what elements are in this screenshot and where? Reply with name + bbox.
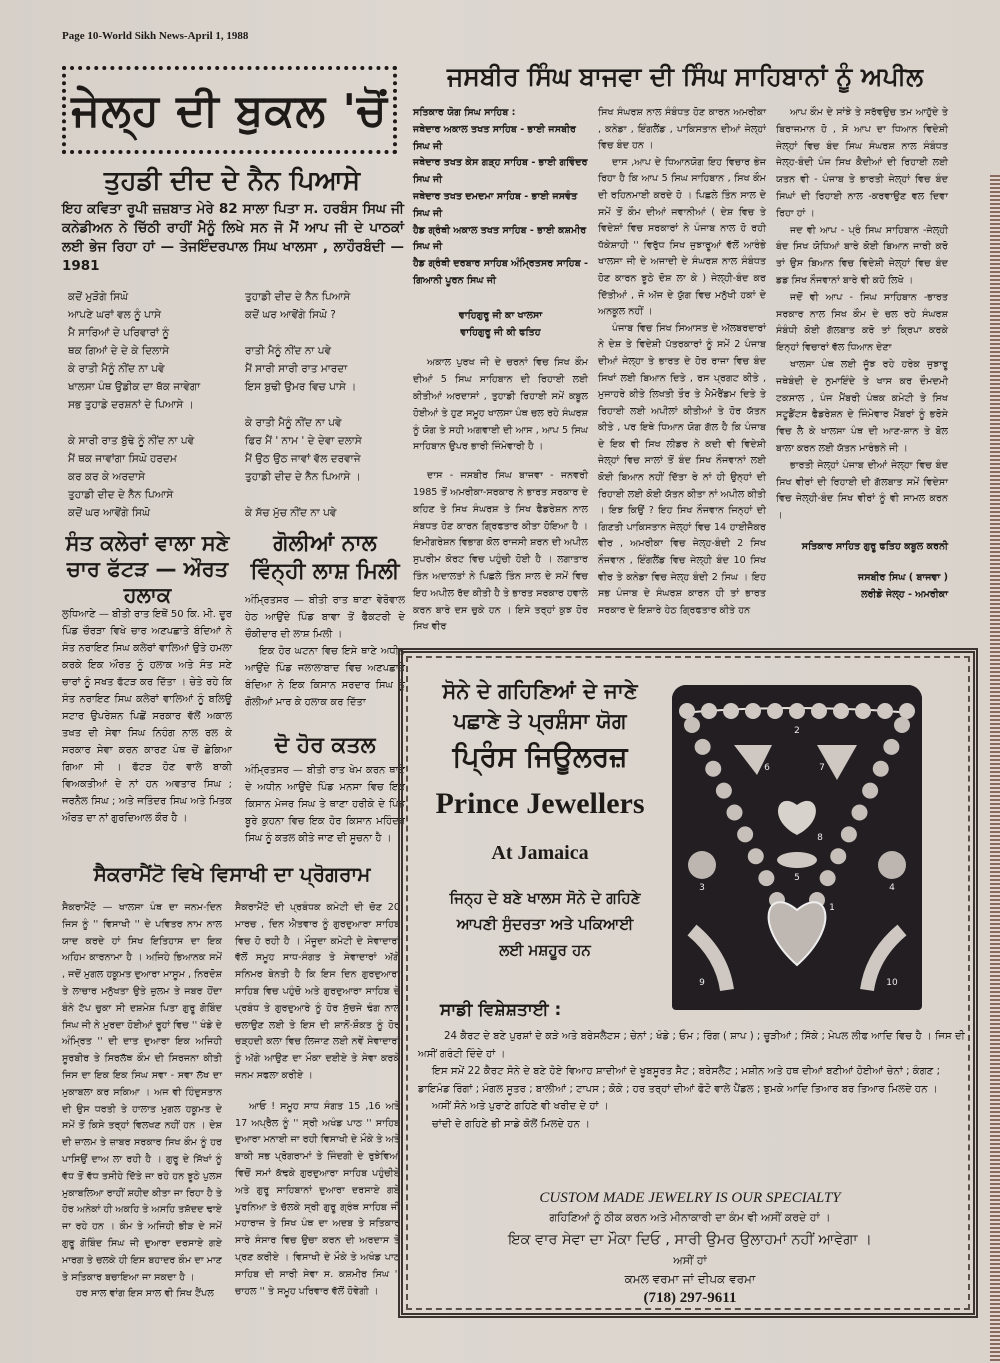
address-line: ਸਤਿਕਾਰ ਯੋਗ ਸਿਘ ਸਾਹਿਬ : [413, 107, 516, 118]
choker-bead [789, 703, 805, 719]
choker-bead [679, 703, 695, 719]
chain-bead [830, 848, 846, 864]
ad-phone: (718) 297-9611 [643, 1290, 737, 1306]
ad-features-heading: ਸਾਡੀ ਵਿਸ਼ੇਸ਼ਤਾਈ : [440, 1000, 562, 1020]
ring-5 [777, 852, 817, 868]
appeal-col2-p1: ਸਿਖ ਸੰਘਰਸ਼ ਨਾਲ ਸੰਬੰਧਤ ਹੋਣ ਕਾਰਨ ਅਮਰੀਕਾ , ਕਨੇਡਾ , ਇੰਗਲੈਂਡ , ਪਾਕਿਸਤਾਨ ਦੀਆਂ ਜੇਲ੍ਹਾਂ ਵਿਚ ਬੰਦ ਹਨ । [598, 107, 766, 152]
chain-bead [873, 761, 889, 777]
choker-beads [679, 703, 915, 719]
chain-bead [841, 826, 857, 842]
signature-name: ਜਸਬੀਰ ਸਿਘ ( ਬਾਜਵਾ ) [858, 571, 948, 583]
appeal-col3-p4: ਖਾਲਸਾ ਪੰਥ ਲਈ ਜੂੱਝ ਰਹੇ ਹਰੇਕ ਜੁਝਾਰੂ ਜਥੇਬੰਦੀ ਦੇ ਨੁਮਾਇੰਦੇ ਤੇ ਖਾਸ ਕਰ ਦੌਮਦਮੀ ਟਕਸਾਲ , ਪੰਜ ਮੈਂਬਰੀ ਪੰਥਕ ਕਮੇਟੀ ਤੇ ਸਿਖ ਸਟੂਡੈਂਟਸ ਫੈਡਰੇਸ਼ਨ ਦੇ ਜਿੰਮੇਵਾਰ ਮੈਂਬਰਾਂ ਨੂੰ ਭਰੋਸੇ ਵਿਚ ਲੈ ਕੇ ਖਾਲਸਾ ਪੰਥ ਦੀ ਆਣ-ਸ਼ਾਨ ਤੇ ਬੋਲ ਬਾਲਾ ਕਰਨ ਲਈ ਯੱਤਨ ਮਾਰੰਭਨੇ ਜੀ । [776, 358, 948, 454]
greeting-line: ਵਾਹਿਗੁਰੂ ਜੀ ਕਾ ਖਾਲਸਾ [458, 309, 543, 321]
ad-claim-line: ਜਿਨ੍ਹ ਦੇ ਬਣੇ ਖਾਲਸ ਸੋਨੇ ਦੇ ਗਹਿਣੇ [449, 889, 641, 907]
vaisakhi-col1-last: ਹਰ ਸਾਲ ਵਾਂਗ ਇਸ ਸਾਲ ਵੀ ਸਿਖ ਟੈਂਪਲ [76, 1288, 214, 1300]
ad-features-p3: ਅਸੀਂ ਸੋਨੇ ਅਤੇ ਪੁਰਾਣੇ ਗਹਿਣੇ ਵੀ ਖਰੀਦ ਦੇ ਹਾਂ । [432, 1101, 609, 1112]
poem-left-column: ਕਦੋਂ ਮੁੜੋਗੇ ਸਿਘੋ ਆਪਣੇ ਘਰਾਂ ਵਲ ਨੂੰ ਪਾਸੇ ਮੈ ਸਾਰਿਆਂ ਦੇ ਪਰਿਵਾਰਾਂ ਨੂੰ ਥਕ ਗਿਆਂ ਦੇ ਦੇ ਕੇ ਦਿਲਾਸੇ ਕੇ ਰਾਤੀ ਮੈਨੂੰ ਨੀਂਦ ਨਾ ਪਵੇ ਖਾਲਸਾ ਪੰਥ ਉਡੀਕ ਦਾ ਥੱਕ ਜਾਵੇਗਾ ਸਭ ਤੁਹਾਡੇ ਦਰਸ਼ਨਾਂ ਦੇ ਪਿਆਸੇ । ਕੇ ਸਾਰੀ ਰਾਤ ਬੁੱਢੇ ਨੂੰ ਨੀਂਦ ਨਾ ਪਵੇ ਮੈਂ ਥਕ ਜਾਵਾਂਗਾ ਸਿਘੋ ਹਰਦਮ ਕਰ ਕਰ ਕੇ ਅਰਦਾਸੇ ਤੁਹਾਡੀ ਦੀਦ ਦੇ ਨੈਨ ਪਿਆਸੇ ਕਦੋਂ ਘਰ ਆਵੋਂਗੇ ਸਿਘੋ [68, 291, 201, 519]
ad-tagline-2: ਪਛਾਣੇ ਤੇ ਪ੍ਰਸ਼ੰਸਾ ਯੋਗ [453, 709, 627, 733]
chain-bead [727, 805, 743, 821]
appeal-greeting [413, 308, 588, 342]
jewel-item-label: 9 [699, 978, 705, 988]
choker-bead [701, 703, 717, 719]
choker-bead [855, 703, 871, 719]
appeal-col3-p5: ਭਾਰਤੀ ਜੇਲ੍ਹਾਂ ਪੰਜਾਬ ਦੀਆਂ ਜੇਲ੍ਹਾ ਵਿਚ ਬੰਦ ਸਿਖ ਵੀਰਾਂ ਦੀ ਰਿਹਾਈ ਦੀ ਗੱਲਬਾਤ ਸਮੇਂ ਵਿਦੇਸਾ ਵਿਚ ਜੇਲ੍ਹੀ-ਬੰਦ ਸਿਖ ਵੀਰਾਂ ਨੂੰ ਵੀ ਸਾਮਲ ਕਰਨ । [776, 459, 948, 522]
headline-sant: ਸੰਤ ਕਲੇਰਾਂ ਵਾਲਾ ਸਣੇ ਚਾਰ ਫੱਟੜ — ਔਰਤ ਹਲਾਕ [65, 531, 230, 607]
column-masthead [62, 66, 397, 154]
story-vaisakhi-col2 [235, 900, 400, 1300]
headline-goli: ਗੋਲੀਆਂ ਨਾਲ ਵਿੰਨ੍ਹੀ ਲਾਸ਼ ਮਿਲੀ [250, 531, 400, 584]
ad-tagline-1: ਸੋਨੇ ਦੇ ਗਹਿਣਿਆਂ ਦੇ ਜਾਣੇ [442, 679, 638, 703]
address-line: ਹੈਡ ਗ੍ਰੰਥੀ ਦਰਬਾਰ ਸਾਹਿਬ ਅੰਮ੍ਰਿਤਸਰ ਸਾਹਿਬ - ਗਿਆਨੀ ਪੂਰਨ ਸਿਘ ਜੀ [413, 258, 588, 286]
chain-bead [684, 717, 700, 733]
choker-bead [767, 703, 783, 719]
ad-tagline [410, 676, 670, 736]
story-goli-p2: ਇਕ ਹੋਰ ਘਟਨਾ ਵਿਚ ਇਸੇ ਥਾਣੇ ਅਧੀਨ ਆਉਂਦੇ ਪਿੰਡ ਜਲਾਲਾਬਾਦ ਵਿਚ ਅਣਪਛਾਤੇ ਬੰਦਿਆ ਨੇ ਇਕ ਕਿਸਾਨ ਸਰਦਾਰ ਸਿਘ ਨੂੰ ਗੋਲੀਆਂ ਮਾਰ ਕੇ ਹਲਾਕ ਕਰ ਦਿੱਤਾ [245, 646, 405, 708]
poem-title: ਤੁਹਡੀ ਦੀਦ ਦੇ ਨੈਨ ਪਿਆਸੇ [103, 166, 361, 196]
jewel-item-label: 3 [699, 883, 705, 893]
greeting-line: ਵਾਹਿਗੁਰੂ ਜੀ ਕੀ ਫਤਿਹ [460, 326, 541, 338]
appeal-col1 [413, 105, 588, 636]
ad-name-punjabi: ਪ੍ਰਿੰਸ ਜਿਊਲਰਜ਼ [452, 740, 628, 773]
headline-appeal: ਜਸਬੀਰ ਸਿੰਘ ਬਾਜਵਾ ਦੀ ਸਿੰਘ ਸਾਹਿਬਾਨਾਂ ਨੂੰ ਅਪੀਲ [446, 62, 924, 91]
ad-claim [420, 885, 670, 963]
chain-bead [852, 805, 868, 821]
appeal-col3 [776, 105, 948, 603]
ad-slogan: ਇਕ ਵਾਰ ਸੇਵਾ ਦਾ ਮੌਕਾ ਦਿਓ , ਸਾਰੀ ਉਮਰ ਉਲਾਹਮਾਂ ਨਹੀਂ ਆਵੇਗਾ । [508, 1232, 872, 1248]
ad-name-english: Prince Jewellers [435, 787, 645, 820]
headline-vaisakhi: ਸੈਕਰਾਮੈਂਟੋ ਵਿਖੇ ਵਿਸਾਖੀ ਦਾ ਪ੍ਰੋਗਰਾਮ [93, 862, 371, 886]
chain-bead [862, 783, 878, 799]
appeal-address [413, 105, 588, 290]
jewel-item-label: 2 [794, 726, 800, 736]
jewel-item-label: 4 [889, 883, 895, 893]
ad-features-p2: ਇਸ ਸਮੇਂ 22 ਕੈਰਟ ਸੋਨੇ ਦੇ ਬਣੇ ਹੋਏ ਵਿਆਹ ਸ਼ਾਦੀਆਂ ਦੇ ਖੂਬਸੂਰਤ ਸੈਟ ; ਬਰੇਸਲੈਟ ; ਮਸ਼ੀਨ ਅਤੇ ਹਥ ਦੀਆਂ ਬਣੀਆਂ ਹੋਈਆਂ ਚੇਨਾਂ ; ਕੰਗਣ ; ਡਾਇਮੰਡ ਰਿੰਗਾਂ ; ਮੰਗਲ ਸੂਤਰ ; ਬਾਲੀਆਂ ; ਟਾਪਸ ; ਕੋਕੇ ; ਹਰ ਤਰ੍ਹਾਂ ਦੀਆਂ ਫੋਟੋ ਵਾਲੇ ਪੈਂਡਲ ; ਝੁਮਕੇ ਆਦਿ ਤਿਆਰ ਬਰ ਤਿਆਰ ਮਿਲਦੇ ਹਨ । [418, 1066, 941, 1095]
story-sant-text: ਲੁਧਿਆਣੇ — ਬੀਤੀ ਰਾਤ ਇਥੋਂ 50 ਕਿ. ਮੀ. ਦੂਰ ਪਿੰਡ ਚੌਰੜਾ ਵਿਖੇ ਚਾਰ ਅਣਪਛਾਤੇ ਬੰਦਿਆਂ ਨੇ ਸੰਤ ਨਰਾਇਣ ਸਿਘ ਕਲੇਰਾਂ ਵਾਲਿਆਂ ਉਤੇ ਹਮਲਾ ਕਰਕੇ ਇਕ ਔਰਤ ਨੂੰ ਹਲਾਕ ਅਤੇ ਸੰਤ ਸਣੇ ਚਾਰਾਂ ਨੂੰ ਸਖਤ ਫੱਟੜ ਕਰ ਦਿੱਤਾ । ਚੇਤੇ ਰਹੇ ਕਿ ਸੰਤ ਨਰਾਇਣ ਸਿਘ ਕਲੇਰਾਂ ਵਾਲਿਆਂ ਨੂੰ ਬਲਿਊ ਸਟਾਰ ਉਪਰੇਸ਼ਨ ਪਿਛੋਂ ਸਰਕਾਰ ਵੱਲੋਂ ਅਕਾਲ ਤਖਤ ਦੀ ਸੇਵਾ ਸਿਘ ਨਿਹੰਗ ਨਾਲ ਰਲ ਕੇ ਸਰਕਾਰ ਸੇਵਾ ਕਰਨ ਕਾਰਣ ਪੰਥ ਚੋਂ ਛੇਕਿਆ ਗਿਆ ਸੀ । ਫੱਟੜ ਹੋਣ ਵਾਲੇ ਬਾਕੀ ਵਿਅਕਤੀਆਂ ਦੇ ਨਾਂ ਹਨ ਅਵਤਾਰ ਸਿਘ ; ਜਰਨੈਲ ਸਿਘ ; ਅਤੇ ਜਤਿੰਦਰ ਸਿਘ ਅਤੇ ਮਿਤਕ ਔਰਤ ਦਾ ਨਾਂ ਗੁਰਦਿਆਲ ਕੌਰ ਹੈ । [62, 609, 232, 824]
ad-specialty: CUSTOM MADE JEWELRY IS OUR SPECIALTY [539, 1190, 841, 1206]
story-sant-body [62, 606, 232, 827]
appeal-col3-p2: ਜਦ ਵੀ ਆਪ - ਪ੍ਰੰ ਸਿਘ ਸਾਹਿਬਾਨ -ਜੇਲ੍ਹੀ ਬੰਦ ਸਿਖ ਯੋਧਿਆਂ ਬਾਰੇ ਕੋਈ ਬਿਆਨ ਜਾਰੀ ਕਰੋ ਤਾਂ ਉਸ ਬਿਆਨ ਵਿਚ ਵਿਦੇਸ਼ੀ ਜੇਲ੍ਹਾਂ ਵਿਚ ਬੰਦ ਡਡ ਸਿਖ ਨੌਜਵਾਨਾਂ ਬਾਰੇ ਵੀ ਕਹੋ ਲਿਖੋ । [776, 224, 948, 286]
chain-bead [705, 761, 721, 777]
story-katal-text: ਅੰਮ੍ਰਿਤਸਰ — ਬੀਤੀ ਰਾਤ ਖੇਮ ਕਰਨ ਥਾਣੇ ਦੇ ਅਧੀਨ ਆਉਂਦੇ ਪਿੰਡ ਮਨਸਾ ਵਿਚ ਇਕ ਕਿਸਾਨ ਮੇਜਰ ਸਿਘ ਤੇ ਥਾਣਾ ਹਰੀਕੇ ਦੇ ਪਿੰਡ ਬੂਰੇ ਕੁਹਨਾ ਵਿਚ ਇਕ ਹੋਰ ਕਿਸਾਨ ਮਹਿੰਦਰ ਸਿਘ ਨੂੰ ਕਤਲ ਕੀਤੇ ਜਾਣ ਦੀ ਸੂਚਨਾ ਹੈ । [245, 765, 405, 844]
address-line: ਜਥੇਦਾਰ ਤਖਤ ਦਮਦਮਾ ਸਾਹਿਬ - ਭਾਈ ਜਸਵੰਤ ਸਿਘ ਜੀ [413, 190, 578, 219]
jewel-item-label: 7 [819, 763, 825, 773]
choker-bead [723, 703, 739, 719]
story-goli-body [245, 592, 405, 711]
ad-repair: ਗਹਿਣਿਆਂ ਨੂੰ ਠੀਕ ਕਰਨ ਅਤੇ ਮੀਨਾਕਾਰੀ ਦਾ ਕੰਮ ਵੀ ਅਸੀਂ ਕਰਦੇ ਹਾਂ । [549, 1211, 831, 1224]
chain-bead [695, 739, 711, 755]
appeal-col2-p3: ਪੰਜਾਬ ਵਿਚ ਸਿਖ ਸਿਆਸਤ ਦੇ ਅੱਲਬਰਦਾਰਾਂ ਨੇ ਦੇਸ਼ ਤੇ ਵਿਦੇਸ਼ੀ ਪੱਤਰਕਾਰਾਂ ਨੂੰ ਸਮੇਂ 2 ਪੰਜਾਬ ਦੀਆਂ ਜੇਲ੍ਹਾ ਤੇ ਭਾਰਤ ਦੇ ਹੋਰ ਰਾਜਾ ਵਿਚ ਬੰਦ ਸਿਖਾਂ ਲਈ ਬਿਆਨ ਦਿਤੇ , ਰਸ ਪ੍ਰਗਟ ਕੀਤੇ , ਮੁਜਾਹਰੇ ਕੀਤੇ ਲਿਖਤੀ ਤੌਰ ਤੇ ਮੈਮੋਰੈਂਡਮ ਦਿਤੇ ਤੇ ਰਿਹਾਈ ਲਈ ਅਪੀਲਾਂ ਕੀਤੀਆਂ ਤੇ ਹੋਰ ਯੱਤਨ ਕੀਤੇ , ਪਰ ਇਥੇ ਧਿਆਨ ਯੋਗ ਗੱਲ ਹੈ ਕਿ ਪੰਜਾਬ ਦੇ ਇਕ ਵੀ ਸਿਖ ਲੀਡਰ ਨੇ ਕਦੀ ਵੀ ਵਿਦੇਸ਼ੀ ਜੇਲ੍ਹਾਂ ਵਿਚ ਸਾਲਾਂ ਤੋਂ ਬੰਦ ਸਿਖ ਨੌਜਵਾਨਾਂ ਲਈ ਕੋਈ ਬਿਆਨ ਨਹੀਂ ਦਿੱਤਾ ਰੇ ਨਾਂ ਹੀ ਉਨ੍ਹਾਂ ਦੀ ਰਿਹਾਈ ਲਈ ਕੋਈ ਯੱਤਨ ਕੀਤਾ ਨਾਂ ਅਪੀਲ ਕੀਤੀ । ਇਝ ਕਿਉਂ ? ਇਹ ਸਿਖ ਨੌਜਵਾਨ ਜਿਨ੍ਹਾਂ ਦੀ ਗਿਣਤੀ ਪਾਕਿਸਤਾਨ ਜੇਲ੍ਹਾਂ ਵਿਚ 14 ਹਾਈਜੈਕਰ ਵੀਰ , ਅਮਰੀਕਾ ਵਿਚ ਜੇਲ੍ਹ-ਬੰਦੀ 2 ਸਿਖ ਨੌਜਵਾਨ , ਇੰਗਲੈਂਡ ਵਿਚ ਜੇਲ੍ਹੀ ਬੰਦ 10 ਸਿਖ ਵੀਰ ਤੇ ਕਨੇਡਾ ਵਿਚ ਜੇਲ੍ਹ ਬੰਦੀ 2 ਸਿਘ । ਇਹ ਸਭ ਪੰਜਾਬ ਦੇ ਸੰਘਰਸ਼ ਕਾਰਨ ਹੀ ਤਾਂ ਭਾਰਤ ਸਰਕਾਰ ਦੇ ਇਸ਼ਾਰੇ ਹੇਠ ਗ੍ਰਿਫਤਾਰ ਕੀਤੇ ਹਨ [598, 322, 766, 616]
chain-bead [883, 739, 899, 755]
chain-bead [737, 826, 753, 842]
ad-location: At Jamaica [491, 842, 589, 864]
vaisakhi-col2-p2: ਆਓ ! ਸਮੂਹ ਸਾਧ ਸੰਗਤ 15 ,16 ਅਤੇ 17 ਅਪ੍ਰੈਲ ਨੂੰ '' ਸ੍ਰੀ ਅਖੰਡ ਪਾਠ '' ਸਾਹਿਬ ਦੁਆਰਾ ਮਨਾਈ ਜਾ ਰਹੀ ਵਿਸਾਖੀ ਦੇ ਮੌਕੇ ਤੇ ਅਤੇ ਬਾਕੀ ਸਭ ਪ੍ਰੋਗਰਾਮਾਂ ਤੇ ਜਿੰਦਗੀ ਦੇ ਰੁਝੇਵਿਆਂ ਵਿਚੋਂ ਸਮਾਂ ਕੱਢਕੇ ਗੁਰਦੁਆਰਾ ਸਾਹਿਬ ਪਹੁੰਚੀਏ ਅਤੇ ਗੁਰੂ ਸਾਹਿਬਾਨਾਂ ਦੁਆਰਾ ਦਰਸਾਏ ਗਏ ਪੂਰਨਿਆ ਤੇ ਚੱਲਕੇ ਸ੍ਰੀ ਗੁਰੂ ਗ੍ਰੰਥ ਸਾਹਿਬ ਜੀ ਮਹਾਰਾਜ ਤੇ ਸਿਖ ਪੰਥ ਦਾ ਅਦਬ ਤੇ ਸਤਿਕਾਰ ਸਾਰੇ ਸੰਸਾਰ ਵਿਚ ਉਚਾ ਕਰਨ ਦੀ ਅਰਦਾਸ ਤੇ ਪ੍ਰਣ ਕਰੀਏ । ਵਿਸਾਖੀ ਦੇ ਮੌਕੇ ਤੇ ਅਖੰਡ ਪਾਠ ਸਾਹਿਬ ਦੀ ਸਾਰੀ ਸੇਵਾ ਸ. ਕਸ਼ਮੀਰ ਸਿਘ '' ਚਾਹਲ '' ਤੇ ਸਮੂਹ ਪਰਿਵਾਰ ਵੱਲੋਂ ਹੋਵੇਗੀ । [235, 1100, 400, 1297]
ad-features-p1: 24 ਕੈਰਟ ਦੇ ਬਣੇ ਪੁਰਸ਼ਾਂ ਦੇ ਕੜੇ ਅਤੇ ਬਰੇਸਲੈਟਸ ; ਚੇਨਾਂ ; ਖੰਡੇ ; ਓਮ ; ਰਿੰਗ ( ਸ਼ਾਪ ) ; ਚੂੜੀਆਂ ; ਸਿੱਕੇ ; ਮੇਪਲ ਲੀਫ ਆਦਿ ਵਿਚ ਹੈ । ਜਿਸ ਦੀ ਅਸੀਂ ਗਰੰਟੀ ਦਿੰਦੇ ਹਾਂ । [418, 1031, 965, 1060]
vaisakhi-col1-text: ਸੈਕਰਾਮੈਂਟੋ — ਖਾਲਸਾ ਪੰਥ ਦਾ ਜਨਮ-ਦਿਨ ਜਿਸ ਨੂੰ '' ਵਿਸਾਖੀ '' ਦੇ ਪਵਿਤਰ ਨਾਮ ਨਾਲ ਯਾਦ ਕਰਦੇ ਹਾਂ ਸਿਖ ਇਤਿਹਾਸ ਦਾ ਇਕ ਅਹਿਮ ਕਾਰਨਾਮਾ ਹੈ । ਅਜਿਹੇ ਭਿਆਨਕ ਸਮੇਂ , ਜਦੋਂ ਮੁਗਲ ਹਕੂਮਤ ਦੁਆਰਾ ਮਾਸੂਮ , ਨਿਰਦੋਸ਼ ਤੇ ਲਾਚਾਰ ਮਨੁੱਖਤਾ ਉਤੇ ਜ਼ੁਲਮ ਤੇ ਜਬਰ ਹੋਂਦਾ ਬੰਨੇ ਟੱਪ ਚੁਕਾ ਸੀ ਦਸ਼ਮੇਸ਼ ਪਿਤਾ ਗੁਰੂ ਗੋਬਿੰਦ ਸਿਘ ਜੀ ਨੇ ਮੁਰਦਾ ਹੋਈਆਂ ਰੂਹਾਂ ਵਿਚ '' ਖੰਡੇ ਦੇ ਅੰਮ੍ਰਿਤ '' ਦੀ ਦਾਤ ਦੁਆਰਾ ਇਕ ਅਜਿਹੀ ਸੂਰਬੀਰ ਤੇ ਸਿਰਲੱਥ ਕੌਮ ਦੀ ਸਿਰਜਨਾ ਕੀਤੀ ਜਿਸ ਦਾ ਇਕ ਇਕ ਸਿਘ ਸਵਾ - ਸਵਾ ਲੱਖ ਦਾ ਮੁਕਾਬਲਾ ਕਰ ਸਕਿਆ । ਅਜ ਵੀ ਹਿੰਦੁਸਤਾਨ ਦੀ ਉਸ ਧਰਤੀ ਤੇ ਹਾਲਾਤ ਮੁਗਲ ਹਕੂਮਤ ਦੇ ਸਮੇਂ ਤੋਂ ਕਿਸੇ ਤਰ੍ਹਾਂ ਵਿਲਖਣ ਨਹੀਂ ਹਨ । ਦੇਸ਼ ਦੀ ਜ਼ਾਲਮ ਤੇ ਜ਼ਾਬਰ ਸਰਕਾਰ ਸਿਖ ਕੌਮ ਨੂੰ ਹਰ ਪਾਸਿਉਂ ਦਾਅ ਲਾ ਰਹੀ ਹੈ । ਗੁਰੂ ਦੇ ਸਿੱਖਾਂ ਨੂੰ ਵੱਧ ਤੋਂ ਵੱਧ ਤਸੀਹੇ ਦਿੱਤੇ ਜਾ ਰਹੇ ਹਨ ਝੂਠੇ ਪੁਲਸ ਮੁਕਾਬਲਿਆ ਰਾਹੀਂ ਸ਼ਹੀਦ ਕੀਤਾ ਜਾ ਰਿਹਾ ਹੈ ਤੇ ਹੋਰ ਅਨੇਕਾਂ ਹੀ ਅਕਹਿ ਤੇ ਅਸਹਿ ਤਸ਼ੱਦਦ ਢਾਏ ਜਾ ਰਹੇ ਹਨ । ਕੌਮ ਤੇ ਅਜਿਹੀ ਭੀੜ ਦੇ ਸਮੇਂ ਗੁਰੂ ਗੋਬਿੰਦ ਸਿਘ ਜੀ ਦੁਆਰਾ ਦਰਸਾਏ ਗਏ ਮਾਰਗ ਤੇ ਚਲਕੇ ਹੀ ਇਸ ਬਹਾਦਰ ਕੌਮ ਦਾ ਮਾਣ ਤੇ ਸਤਿਕਾਰ ਬਚਾਇਆ ਜਾ ਸਕਦਾ ਹੈ । [62, 902, 222, 1283]
chain-bead [758, 870, 774, 886]
chain-bead [820, 870, 836, 886]
ad-features [418, 1028, 966, 1133]
masthead-title: ਜੇਲ੍ਹ ਦੀ ਬੁਕਲ 'ਚੋਂ [71, 84, 388, 136]
jewel-item-label: 5 [794, 873, 800, 883]
appeal-col3-p3: ਜਦੋਂ ਵੀ ਆਪ - ਸਿਘ ਸਾਹਿਬਾਨ -ਭਾਰਤ ਸਰਕਾਰ ਨਾਲ ਸਿਖ ਕੌਮ ਦੇ ਚਲ ਰਹੇ ਸੰਘਰਸ਼ ਸੰਬੰਧੀ ਕੋਈ ਗੱਲਬਾਤ ਕਰੋ ਤਾਂ ਕ੍ਰਿਪਾ ਕਰਕੇ ਇਨ੍ਹਾਂ ਵਿਚਾਰਾਂ ਵੱਲ ਧਿਆਨ ਦੇਣਾ [776, 291, 948, 354]
chain-bead [894, 717, 910, 733]
address-line: ਹੈਡ ਗ੍ਰੰਥੀ ਅਕਾਲ ਤਖਤ ਸਾਹਿਬ - ਭਾਈ ਕਸ਼ਮੀਰ ਸਿਘ ਜੀ [413, 224, 587, 253]
story-vaisakhi-col1 [62, 900, 222, 1303]
jewel-item-label: 6 [764, 763, 770, 773]
address-line: ਜਥੇਦਾਰ ਤਖਤ ਕੇਸ ਗੜ੍ਹ ਸਾਹਿਬ - ਭਾਈ ਗਵਿੰਦਰ ਸਿਘ ਜੀ [413, 157, 588, 186]
choker-bead [833, 703, 849, 719]
choker-bead [745, 703, 761, 719]
jewellery-image [672, 685, 922, 1010]
appeal-closing: ਸਤਿਕਾਰ ਸਾਹਿਤ ਗੁਰੂ ਫਤਿਹ ਕਬੂਲ ਕਰਨੀ [801, 540, 948, 552]
appeal-signature [776, 570, 948, 604]
jewel-item-label: 8 [817, 833, 823, 843]
ad-claim-line: ਆਪਣੀ ਸੁੰਦਰਤਾ ਅਤੇ ਪਕਿਆਈ [456, 915, 634, 933]
ad-we-are: ਅਸੀਂ ਹਾਂ [673, 1254, 707, 1267]
binder-edge [990, 175, 1000, 1363]
appeal-col3-p1: ਆਪ ਕੌਮ ਦੇ ਸਾਂਝੇ ਤੇ ਸਰੱਵਉਚ ਤਮ ਆਹੁੱਦੇ ਤੇ ਬਿਰਾਜਮਾਨ ਹੋ , ਸੋ ਆਪ ਦਾ ਧਿਆਨ ਵਿਦੇਸ਼ੀ ਜੇਲ੍ਹਾਂ ਵਿਚ ਬੰਦ ਸਿਘ ਸੰਘਰਸ਼ ਨਾਲ ਸੰਬੰਧਤ ਜੇਲ੍ਹ-ਬੰਦੀ ਪੰਜ ਸਿਖ ਕੈਦੀਆਂ ਦੀ ਰਿਹਾਈ ਲਈ ਯਤਨ ਵੀ - ਪੰਜਾਬ ਤੇ ਭਾਰਤੀ ਜੇਲ੍ਹਾਂ ਵਿਚ ਬੰਦ ਸਿਘਾਂ ਦੀ ਰਿਹਾਈ ਨਾਲ -ਕਰਵਾਉਣ ਵਲ ਦਿਵਾ ਰਿਹਾ ਹਾਂ । [776, 107, 948, 219]
address-line: ਜਥੇਦਾਰ ਅਕਾਲ ਤਖਤ ਸਾਹਿਬ - ਭਾਈ ਜਸਬੀਰ ਸਿਘ ਜੀ [413, 123, 576, 152]
page-folio: Page 10-World Sikh News-April 1, 1988 [62, 30, 249, 42]
story-katal-body [245, 762, 405, 847]
appeal-col2 [598, 105, 766, 619]
ad-claim-line: ਲਈ ਮਸ਼ਹੂਰ ਹਨ [499, 941, 591, 959]
appeal-col2-p2: ਦਾਸ ,ਆਪ ਦੇ ਧਿਆਨਯੋਗ ਇਹ ਵਿਚਾਰ ਭੇਜ ਰਿਹਾ ਹੈ ਕਿ ਆਪ 5 ਸਿਘ ਸਾਹਿਬਾਨ , ਸਿਖ ਕੌਮ ਦੀ ਰਹਿਨਮਾਈ ਕਰਦੇ ਹੋ । ਪਿਛਲੇ ਤਿੰਨ ਸਾਲ ਦੇ ਸਮੇਂ ਤੋਂ ਕੌਮ ਦੀਆਂ ਜਵਾਨੀਆਂ ( ਦੇਸ਼ ਵਿਚ ਤੇ ਵਿਦੇਸ਼ਾਂ ਵਿਚ ਸਰਕਾਰਾਂ ਨੇ ਪੰਜਾਬ ਨਾਲ ਹੋ ਰਹੀ ਧੱਕੇਸ਼ਾਹੀ '' ਵਿਰੁੱਧ ਸਿਖ ਜੁਝਾਰੂਆਂ ਵੱਲੋਂ ਆਰੰਭੇ ਖਾਲਸਾ ਜੀ ਦੇ ਅਜਾਦੀ ਦੇ ਸੰਘਰਸ਼ ਨਾਲ ਸੰਬੰਧਤ ਹੋਣ ਕਾਰਨ ਝੂਠੇ ਦੋਸ਼ ਲਾ ਕੇ ) ਜੇਲ੍ਹੀ-ਬੰਦ ਕਰ ਦਿੱਤੀਆਂ , ਜੋ ਅੱਜ ਦੇ ਯੁੱਗ ਵਿਚ ਮਨੁੱਖੀ ਹਕਾਂ ਦੇ ਅਨਕੂਲ ਨਹੀਂ । [598, 156, 766, 318]
signature-place: ਲਰੀਡੋ ਜੇਲ੍ਹ - ਅਮਰੀਕਾ [861, 588, 948, 600]
earring-4 [878, 851, 906, 879]
poem-right-column: ਤੁਹਾਡੀ ਦੀਦ ਦੇ ਨੈਨ ਪਿਆਸੇ ਕਦੋਂ ਘਰ ਆਵੋਂਗੇ ਸਿਘੋ ? ਰਾਤੀ ਮੈਨੂੰ ਨੀਂਦ ਨਾ ਪਵੇ ਮੈਂ ਸਾਰੀ ਸਾਰੀ ਰਾਤ ਮਾਰਦਾ ਇਸ ਬੁਢੀ ਉਮਰ ਵਿਚ ਪਾਸੇ । ਕੇ ਰਾਤੀ ਮੈਨੂੰ ਨੀਂਦ ਨਾ ਪਵੇ ਫਿਰ ਮੈਂ ' ਨਾਮ ' ਦੇ ਦੇਵਾ ਦਲਾਸੇ ਮੈਂ ਉਠ ਉਠ ਜਾਵਾਂ ਵੱਲ ਦਰਵਾਜੇ ਤੁਹਾਡੀ ਦੀਦ ਦੇ ਨੈਨ ਪਿਆਸੇ । ਕੇ ਸੱਚ ਮੁੱਚ ਨੀਂਦ ਨਾ ਪਵੇ [245, 291, 362, 519]
choker-bead [811, 703, 827, 719]
ad-features-p4: ਚਾਂਦੀ ਦੇ ਗਹਿਣੇ ਭੀ ਸਾਡੇ ਕੋਲੋਂ ਮਿਲਦੇ ਹਨ । [432, 1118, 591, 1130]
choker-bead [899, 703, 915, 719]
jewel-item-label: 10 [886, 978, 898, 988]
earring-3 [688, 851, 716, 879]
ad-owners: ਕਮਲ ਵਰਮਾ ਜਾਂ ਦੀਪਕ ਵਰਮਾ [624, 1272, 756, 1286]
appeal-col1-p1: ਅਕਾਲ ਪੁਰਖ ਜੀ ਦੇ ਚਰਨਾਂ ਵਿਚ ਸਿਖ ਕੌਮ ਦੀਆਂ 5 ਸਿਘ ਸਾਹਿਬਾਨ ਦੀ ਰਿਹਾਈ ਲਈ ਕੀਤੀਆਂ ਅਰਦਾਸਾਂ , ਤੁਹਾਡੀ ਰਿਹਾਈ ਸਮੇਂ ਕਬੂਲ ਹੋਈਆਂ ਤੇ ਹੁਣ ਸਮੂਹ ਖਾਲਸਾ ਪੰਥ ਚਲ ਰਹੇ ਸੰਘਰਸ਼ ਨੂੰ ਯੋਗ ਤੇ ਸਹੀ ਅਗਵਾਈ ਦੀ ਆਸ , ਆਪ 5 ਸਿਘ ਸਾਹਿਬਾਨ ਉਪਰ ਭਾਰੀ ਜਿੰਮੇਵਾਰੀ ਹੈ । [413, 357, 588, 453]
choker-bead [877, 703, 893, 719]
story-goli-p1: ਅੰਮ੍ਰਿਤਸਰ — ਬੀਤੀ ਰਾਤ ਥਾਣਾ ਵੇਰੋਵਾਲ ਹੇਠ ਆਉਂਦੇ ਪਿੰਡ ਬਾਵਾ ਤੋਂ ਫੈਕਟਰੀ ਦੇ ਚੌਕੀਦਾਰ ਦੀ ਲਾਸ਼ ਮਿਲੀ । [245, 595, 405, 640]
chain-bead [716, 783, 732, 799]
chain-bead [748, 848, 764, 864]
appeal-col1-p2: ਦਾਸ - ਜਸਬੀਰ ਸਿਘ ਬਾਜਵਾ - ਜਨਵਰੀ 1985 ਤੋਂ ਅਮਰੀਕਾ-ਸਰਕਾਰ ਨੇ ਭਾਰਤ ਸਰਕਾਰ ਦੇ ਕਹਿਣ ਤੇ ਸਿਖ ਸੰਘਰਸ਼ ਤੇ ਸਿਖ ਫੈਡਰੇਸ਼ਨ ਨਾਲ ਸੰਬਧਤ ਹੋਣ ਕਾਰਨ ਗ੍ਰਿਫਤਾਰ ਕੀਤਾ ਹੋਇਆ ਹੈ । ਇਮੀਗਰੇਸ਼ਨ ਵਿਭਾਗ ਕੋਲ ਰਾਜਸੀ ਸ਼ਰਨ ਦੀ ਅਪੀਲ ਸੁਪਰੀਮ ਕੋਰਟ ਵਿਚ ਪਹੁੰਚੀ ਹੋਈ ਹੈ । ਲਗਾਤਾਰ ਤਿੰਨ ਅਦਾਲਤਾਂ ਨੇ ਪਿਛਲੇ ਤਿੰਨ ਸਾਲ ਦੇ ਸਮੇਂ ਵਿਚ ਇਹ ਅਪੀਲ ਰੱਦ ਕੀਤੀ ਹੈ ਤੇ ਭਾਰਤ ਸਰਕਾਰ ਹਵਾਲੇ ਕਰਨ ਬਾਰੇ ਦਸ ਚੁਕੇ ਹਨ । ਇਸੇ ਤਰ੍ਹਾਂ ਕੁਝ ਹੋਰ ਸਿਖ ਵੀਰ [413, 470, 588, 633]
jewel-item-label: 1 [829, 903, 835, 913]
vaisakhi-col2-p1: ਸੈਕਰਾਮੈਂਟੋ ਦੀ ਪ੍ਰਬੰਧਕ ਕਮੇਟੀ ਦੀ ਚੋਣ 20 ਮਾਰਚ , ਦਿਨ ਐਤਵਾਰ ਨੂੰ ਗੁਰਦੁਆਰਾ ਸਾਹਿਬ ਵਿਚ ਹੋ ਰਹੀ ਹੈ । ਮੌਜੂਦਾ ਕਮੇਟੀ ਦੇ ਸੇਵਾਦਾਰਾਂ ਵੱਲੋਂ ਸਮੂਹ ਸਾਧ-ਸੰਗਤ ਤੇ ਸੇਵਾਦਾਰਾਂ ਅੱਗੇ ਸਨਿਮਰ ਬੇਨਤੀ ਹੈ ਕਿ ਇਸ ਦਿਨ ਗੁਰਦੁਆਰਾ ਸਾਹਿਬ ਵਿਚ ਪਹੁੰਚੋ ਅਤੇ ਗੁਰਦੁਆਰਾ ਸਾਹਿਬ ਦੇ ਪ੍ਰਬੰਧ ਤੇ ਗੁਰਦੁਆਰੇ ਨੂੰ ਹੋਰ ਸੁੱਚਜੇ ਢੰਗ ਨਾਲ ਚਲਾਉਣ ਲਈ ਤੇ ਇਸ ਦੀ ਸ਼ਾਨੋਂ-ਸ਼ੌਕਤ ਨੂੰ ਹੋਰ ਚੜ੍ਹਦੀ ਕਲਾ ਵਿਚ ਲਿਜਾਣ ਲਈ ਨਵੇਂ ਸੇਵਾਦਾਰਾਂ ਨੂੰ ਅੱਗੇ ਆਉਣ ਦਾ ਮੌਕਾ ਦਈਏ ਤੇ ਸੇਵਾ ਕਰਕੇ ਜਨਮ ਸਫਲਾ ਕਰੀਏ । [235, 902, 400, 1081]
poem-intro: ਇਹ ਕਵਿਤਾ ਰੂਪੀ ਜ਼ਜ਼ਬਾਤ ਮੇਰੇ 82 ਸਾਲਾ ਪਿਤਾ ਸ. ਹਰਬੰਸ ਸਿਘ ਜੀ ਕਨੇਡੀਅਨ ਨੇ ਚਿੱਠੀ ਰਾਹੀਂ ਮੈਨੂੰ ਲਿਖੇ ਸਨ ਜੋ ਮੈਂ ਆਪ ਜੀ ਦੇ ਪਾਠਕਾਂ ਲਈ ਭੇਜ ਰਿਹਾ ਹਾਂ — ਤੇਜਇੰਦਰਪਾਲ ਸਿਘ ਖਾਲਸਾ , ਲਾਹੌਰਬੰਦੀ — 1981 [62, 201, 404, 274]
headline-katal: ਦੋ ਹੋਰ ਕਤਲ [274, 733, 376, 758]
